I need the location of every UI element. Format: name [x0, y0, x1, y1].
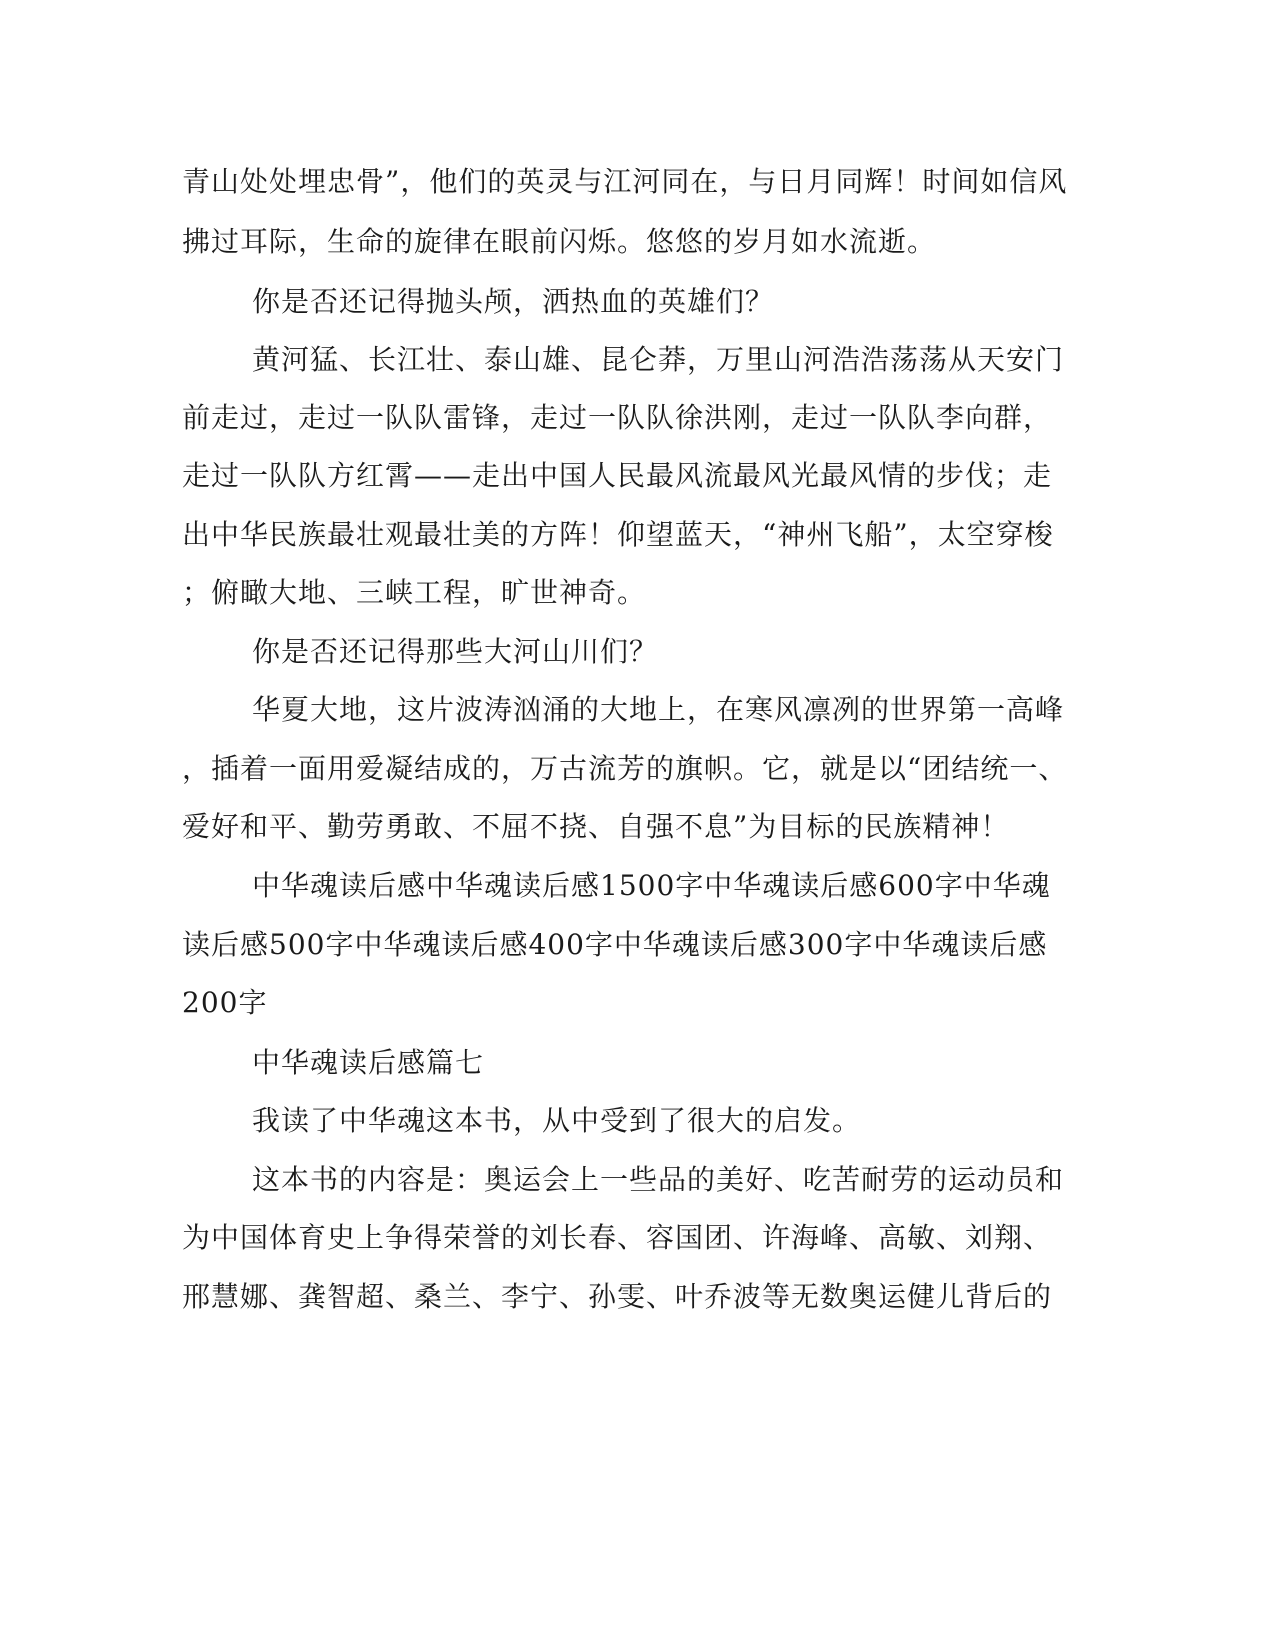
text-line: 前走过，走过一队队雷锋，走过一队队徐洪刚，走过一队队李向群，: [182, 401, 1053, 434]
text-line: 出中华民族最壮观最壮美的方阵！仰望蓝天，“神州飞船”，太空穿梭: [182, 518, 1054, 551]
text-line: 邢慧娜、龚智超、桑兰、李宁、孙雯、叶乔波等无数奥运健儿背后的: [182, 1280, 1053, 1313]
text-line: 你是否还记得那些大河山川们？: [252, 635, 659, 668]
text-line: 青山处处埋忠骨”，他们的英灵与江河同在，与日月同辉！时间如信风: [182, 165, 1068, 198]
text-line: 这本书的内容是：奥运会上一些品的美好、吃苦耐劳的运动员和: [252, 1163, 1065, 1196]
text-line: 华夏大地，这片波涛汹涌的大地上，在寒风凛冽的世界第一高峰: [252, 693, 1065, 726]
text-line: 你是否还记得抛头颅，洒热血的英雄们？: [252, 285, 775, 318]
text-line: 走过一队队方红霄——走出中国人民最风流最风光最风情的步伐；走: [182, 459, 1053, 492]
text-line: 中华魂读后感中华魂读后感1500字中华魂读后感600字中华魂: [252, 869, 1051, 902]
text-line: ；俯瞰大地、三峡工程，旷世神奇。: [182, 576, 647, 609]
text-line: ，插着一面用爱凝结成的，万古流芳的旗帜。它，就是以“团结统一、: [182, 752, 1068, 785]
text-line: 黄河猛、长江壮、泰山雄、昆仑莽，万里山河浩浩荡荡从天安门: [252, 343, 1065, 376]
text-line: 爱好和平、勤劳勇敢、不屈不挠、自强不息”为目标的民族精神！: [182, 810, 1010, 843]
text-line: 拂过耳际，生命的旋律在眼前闪烁。悠悠的岁月如水流逝。: [182, 225, 937, 258]
text-line: 我读了中华魂这本书，从中受到了很大的启发。: [252, 1104, 862, 1137]
text-line: 200字: [182, 986, 268, 1019]
section-heading: 中华魂读后感篇七: [252, 1046, 485, 1079]
text-line: 读后感500字中华魂读后感400字中华魂读后感300字中华魂读后感: [182, 928, 1048, 961]
text-line: 为中国体育史上争得荣誉的刘长春、容国团、许海峰、高敏、刘翔、: [182, 1221, 1053, 1254]
